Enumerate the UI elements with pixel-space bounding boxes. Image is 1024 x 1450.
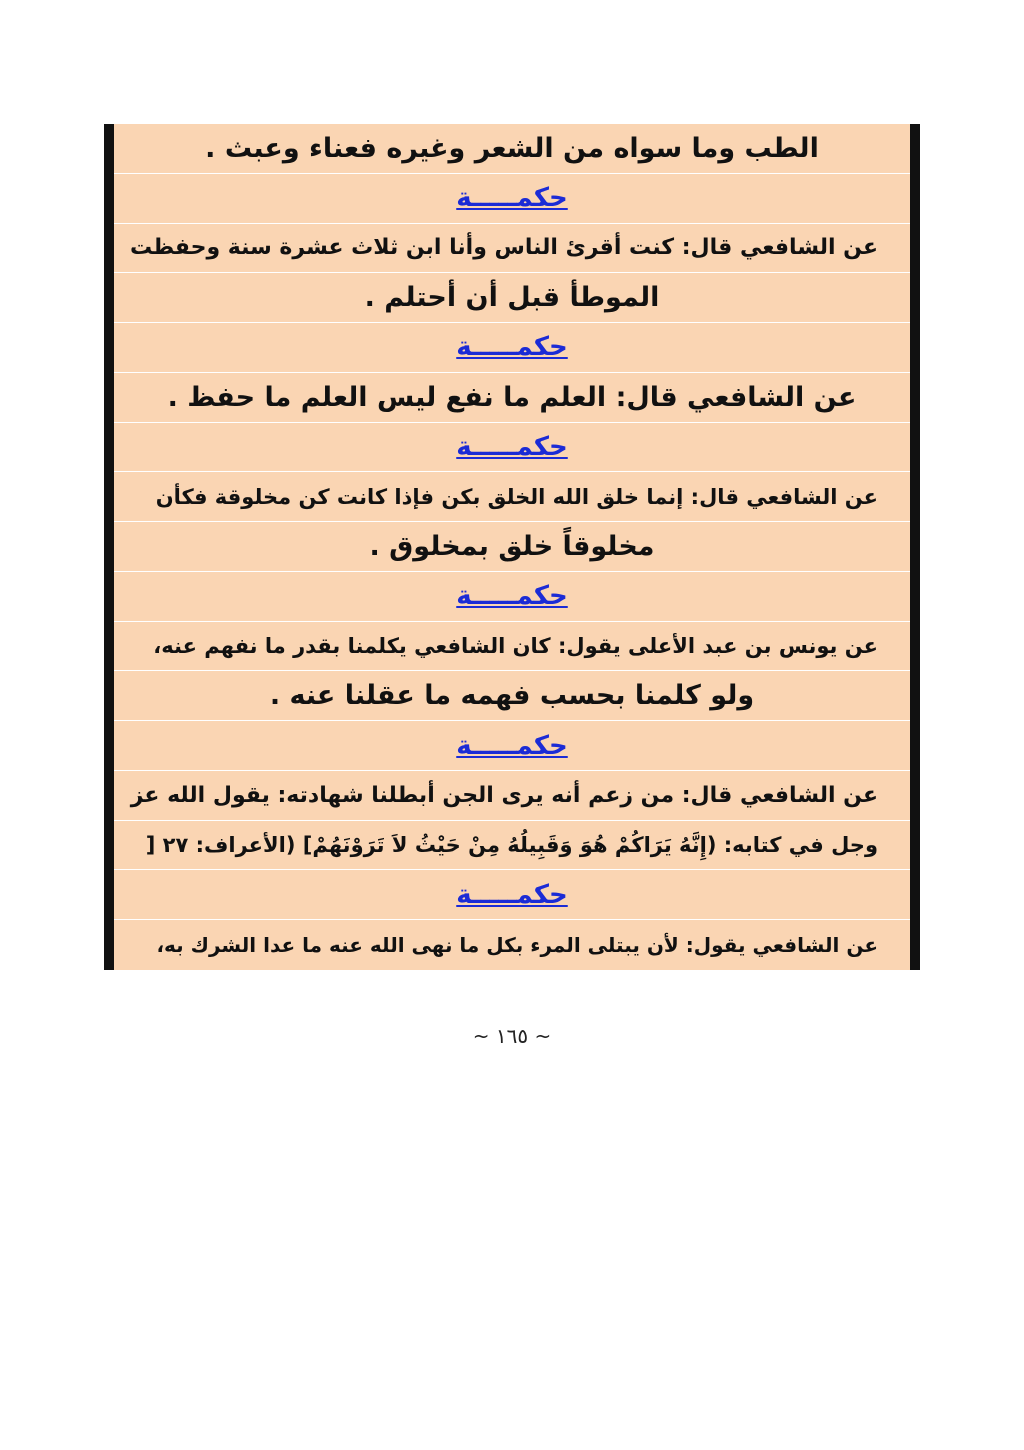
text-line xyxy=(114,522,910,572)
section-heading[interactable] xyxy=(114,174,910,224)
text-line-content: عن الشافعي قال: من زعم أنه يرى الجن أبطلنا شهادته: يقول الله عز xyxy=(130,782,878,808)
text-frame xyxy=(104,124,920,970)
section-heading-link[interactable]: حكمـــــة xyxy=(456,879,568,910)
text-line xyxy=(114,920,910,970)
section-heading[interactable] xyxy=(114,572,910,622)
text-line xyxy=(114,821,910,871)
text-line-content: عن يونس بن عبد الأعلى يقول: كان الشافعي يكلمنا بقدر ما نفهم عنه، xyxy=(153,634,878,659)
text-line xyxy=(114,124,910,174)
section-heading[interactable] xyxy=(114,323,910,373)
text-line xyxy=(114,771,910,821)
section-heading[interactable] xyxy=(114,423,910,473)
section-heading-link[interactable]: حكمـــــة xyxy=(456,431,568,462)
section-heading-link[interactable]: حكمـــــة xyxy=(456,183,568,214)
section-heading[interactable] xyxy=(114,721,910,771)
text-line xyxy=(114,273,910,323)
text-line-content: الموطأ قبل أن أحتلم . xyxy=(364,282,660,314)
page-number: ~ ١٦٥ ~ xyxy=(472,1024,552,1048)
text-line-content: عن الشافعي قال: كنت أقرئ الناس وأنا ابن ثلاث عشرة سنة وحفظت xyxy=(130,235,878,261)
section-heading-link[interactable]: حكمـــــة xyxy=(456,730,568,761)
text-line-content: وجل في كتابه: (إِنَّهُ يَرَاكُمْ هُوَ وَقَبِيلُهُ مِنْ حَيْثُ لاَ تَرَوْنَهُمْ] (الأعراف: ٢٧ [ xyxy=(145,833,878,858)
section-heading-link[interactable]: حكمـــــة xyxy=(456,581,568,612)
text-line-content: عن الشافعي قال: العلم ما نفع ليس العلم ما حفظ . xyxy=(167,381,857,413)
text-line-content: عن الشافعي يقول: لأن يبتلى المرء بكل ما نهى الله عنه ما عدا الشرك به، xyxy=(156,933,878,958)
text-line-content: الطب وما سواه من الشعر وغيره فعناء وعبث . xyxy=(205,132,819,164)
text-line xyxy=(114,671,910,721)
section-heading[interactable] xyxy=(114,870,910,920)
text-line xyxy=(114,373,910,423)
text-line-content: عن الشافعي قال: إنما خلق الله الخلق بكن فإذا كانت كن مخلوقة فكأن xyxy=(155,484,878,509)
text-line xyxy=(114,472,910,522)
text-line xyxy=(114,622,910,672)
section-heading-link[interactable]: حكمـــــة xyxy=(456,332,568,363)
text-line xyxy=(114,224,910,274)
text-line-content: ولو كلمنا بحسب فهمه ما عقلنا عنه . xyxy=(269,680,755,712)
text-line-content: مخلوقاً خلق بمخلوق . xyxy=(369,530,655,562)
